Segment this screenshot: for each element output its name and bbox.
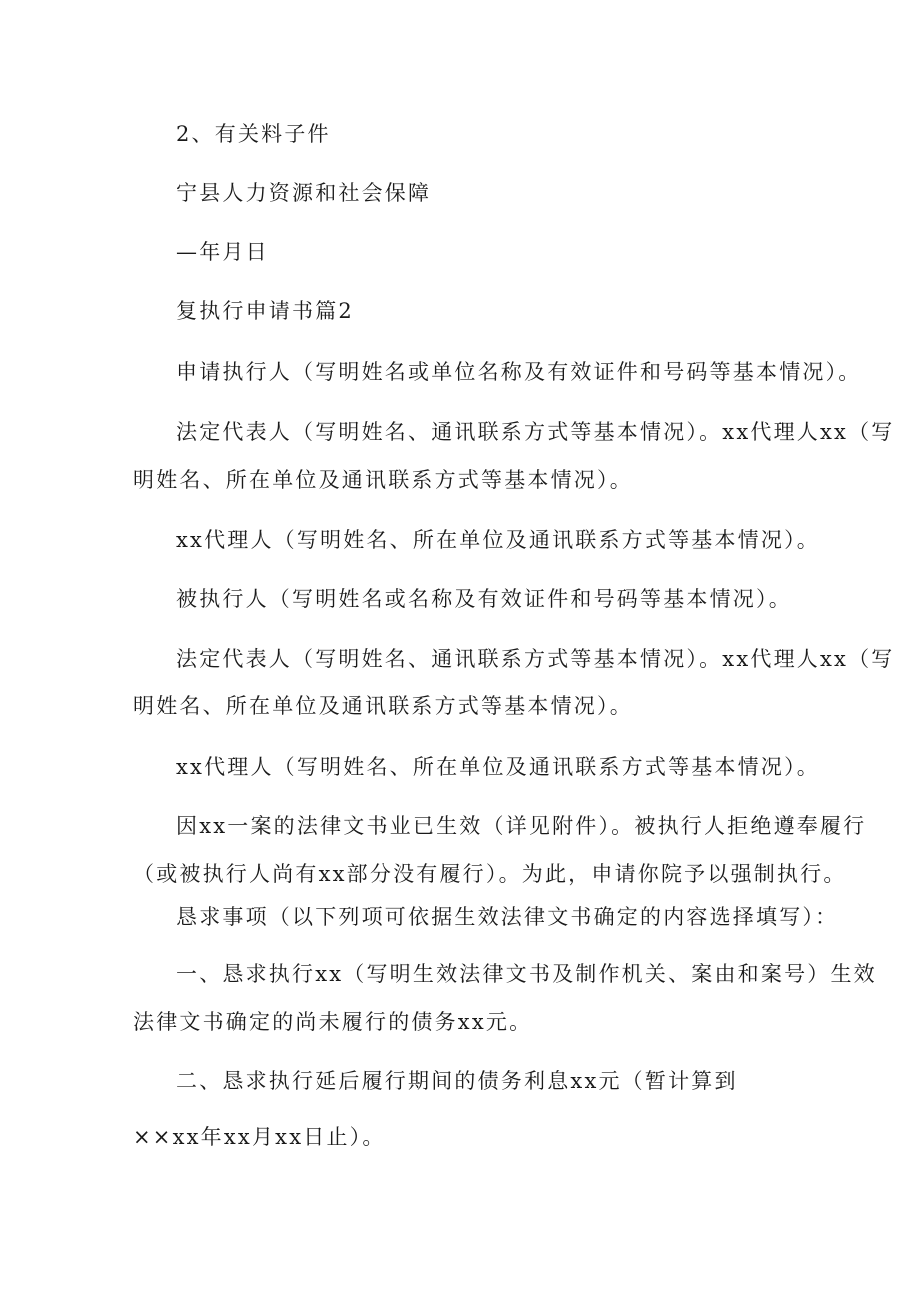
applicant-paragraph: 申请执行人（写明姓名或单位名称及有效证件和号码等基本情况）。 [176,360,862,384]
date-line: —年月日 [176,240,269,264]
section-heading: 复执行申请书篇2 [176,299,354,323]
request-two-line-1: 二、恳求执行延后履行期间的债务利息xx元（暂计算到 [176,1069,738,1093]
request-two-line-2: ××xx年xx月xx日止）。 [133,1125,386,1149]
request-one-line-2: 法律文书确定的尚未履行的债务xx元。 [133,1010,533,1034]
facts-paragraph-line-1: 因xx一案的法律文书业已生效（详见附件）。被执行人拒绝遵奉履行 [176,814,867,838]
applicant-agent-paragraph: xx代理人（写明姓名、所在单位及通讯联系方式等基本情况）。 [176,528,820,552]
request-one-line-1: 一、恳求执行xx（写明生效法律文书及制作机关、案由和案号）生效 [176,962,877,986]
applicant-representative-paragraph-line-2: 明姓名、所在单位及通讯联系方式等基本情况）。 [133,468,633,492]
applicant-representative-paragraph-line-1: 法定代表人（写明姓名、通讯联系方式等基本情况）。xx代理人xx（写 [176,420,895,444]
attachment-item-line: 2、有关料子件 [176,122,331,146]
respondent-agent-paragraph: xx代理人（写明姓名、所在单位及通讯联系方式等基本情况）。 [176,755,820,779]
facts-paragraph-line-2: （或被执行人尚有xx部分没有履行）。为此，申请你院予以强制执行。 [133,862,847,886]
issuer-line: 宁县人力资源和社会保障 [176,181,432,205]
respondent-representative-paragraph-line-2: 明姓名、所在单位及通讯联系方式等基本情况）。 [133,694,633,718]
respondent-representative-paragraph-line-1: 法定代表人（写明姓名、通讯联系方式等基本情况）。xx代理人xx（写 [176,647,895,671]
requests-heading: 恳求事项（以下列项可依据生效法律文书确定的内容选择填写）： [176,905,839,929]
respondent-paragraph: 被执行人（写明姓名或名称及有效证件和号码等基本情况）。 [176,587,792,611]
